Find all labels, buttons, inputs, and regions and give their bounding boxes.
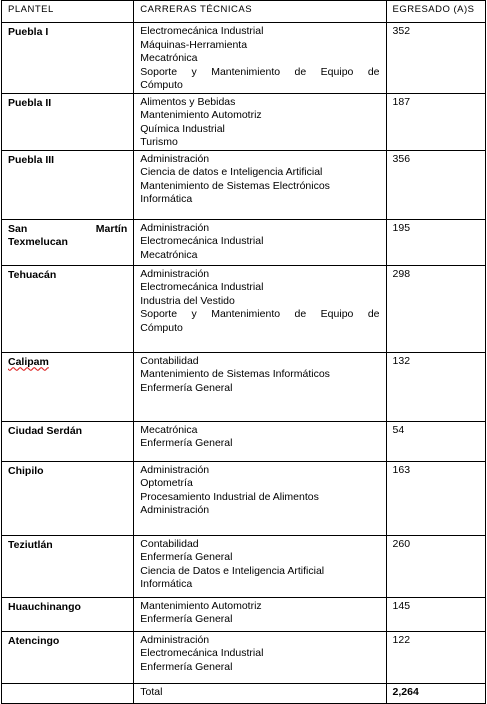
total-row: [2, 683, 486, 703]
carrera-item: Química Industrial: [140, 122, 225, 135]
table-row: [2, 352, 486, 421]
header-carreras: CARRERAS TÉCNICAS: [134, 1, 386, 23]
carreras-cell: [134, 421, 386, 461]
egresados-cell: 195: [386, 219, 485, 265]
egresados-cell: 54: [386, 421, 485, 461]
plantel-cell: Atencingo: [2, 631, 134, 683]
total-label: Total: [134, 683, 386, 703]
plantel-cell: Puebla I: [2, 23, 134, 94]
carrera-item: Enfermería General: [140, 381, 233, 394]
carrera-item: Electromecánica Industrial: [140, 281, 264, 293]
carreras-cell: [134, 265, 386, 352]
egresados-cell: 132: [386, 352, 485, 421]
plantel-cell: Huauchinango: [2, 597, 134, 631]
carrera-item: Mantenimiento de Sistemas Informáticos: [140, 368, 330, 380]
carrera-item: Administración: [140, 152, 210, 165]
carrera-item: Máquinas-Herramienta: [140, 38, 248, 51]
plantel-name: Calipam: [8, 355, 49, 368]
table-row: [2, 461, 486, 535]
carreras-cell: [134, 23, 386, 94]
plantel-cell: Chipilo: [2, 461, 134, 535]
plantel-word: Martín: [95, 222, 128, 235]
carrera-item: Mecatrónica: [140, 423, 198, 436]
carrera-item: Administración: [140, 267, 210, 280]
total-value: 2,264: [386, 683, 485, 703]
carrera-item: Electromecánica Industrial: [140, 25, 264, 37]
carrera-item: Alimentos y Bebidas: [140, 95, 236, 108]
total-empty-cell: [2, 683, 134, 703]
plantel-name-line: [8, 223, 127, 237]
egresados-cell: 122: [386, 631, 485, 683]
carrera-item: Soporte y Mantenimiento de Equipo de: [140, 308, 380, 320]
plantel-cell: [2, 219, 134, 265]
plantel-word: San: [8, 222, 28, 235]
table-row: [2, 631, 486, 683]
carrera-item: Cómputo: [140, 321, 183, 334]
egresados-cell: 260: [386, 535, 485, 597]
egresados-cell: 187: [386, 93, 485, 150]
egresados-cell: 352: [386, 23, 485, 94]
carrera-item: Electromecánica Industrial: [140, 235, 264, 247]
plantel-cell: Teziutlán: [2, 535, 134, 597]
carreras-cell: [134, 461, 386, 535]
carrera-item: Industria del Vestido: [140, 294, 235, 307]
table-row: [2, 265, 486, 352]
carreras-cell: [134, 150, 386, 219]
table-row: [2, 23, 486, 94]
egresados-cell: 356: [386, 150, 485, 219]
carrera-item: Informática: [140, 193, 193, 205]
carrera-item: Enfermería General: [140, 551, 233, 563]
table-row: [2, 421, 486, 461]
plantel-cell: Puebla III: [2, 150, 134, 219]
carrera-item: Procesamiento Industrial de Alimentos: [140, 490, 319, 503]
egresados-cell: 298: [386, 265, 485, 352]
table-row: [2, 535, 486, 597]
carrera-item: Informática: [140, 578, 193, 590]
carrera-item: Contabilidad: [140, 354, 199, 367]
carrera-item: Ciencia de Datos e Inteligencia Artificial: [140, 564, 325, 577]
carrera-item: Administración: [140, 221, 210, 234]
carreras-cell: [134, 219, 386, 265]
carrera-item: Enfermería General: [140, 437, 233, 449]
header-row: [2, 1, 486, 23]
header-egresados: EGRESADO (A)S: [386, 1, 485, 23]
table-row: [2, 597, 486, 631]
carrera-item: Administración: [140, 504, 210, 516]
table-row: [2, 93, 486, 150]
carrera-item: Ciencia de datos e Inteligencia Artificial: [140, 166, 323, 178]
table-row: [2, 150, 486, 219]
carrera-item: Turismo: [140, 136, 178, 148]
carreras-cell: [134, 597, 386, 631]
carrera-item: Cómputo: [140, 79, 183, 91]
plantel-cell: Ciudad Serdán: [2, 421, 134, 461]
carreras-cell: [134, 93, 386, 150]
carreras-cell: [134, 535, 386, 597]
egresados-cell: 145: [386, 597, 485, 631]
carrera-item: Optometría: [140, 477, 193, 489]
carrera-item: Enfermería General: [140, 613, 233, 625]
plantel-cell: [2, 352, 134, 421]
carrera-item: Enfermería General: [140, 660, 233, 673]
header-plantel: PLANTEL: [2, 1, 134, 23]
carrera-item: Electromecánica Industrial: [140, 647, 264, 659]
egresados-cell: 163: [386, 461, 485, 535]
carreras-cell: [134, 631, 386, 683]
egresados-table: [1, 0, 486, 704]
carrera-item: Mecatrónica: [140, 52, 198, 64]
plantel-cell: Puebla II: [2, 93, 134, 150]
carrera-item: Contabilidad: [140, 537, 199, 550]
carreras-cell: [134, 352, 386, 421]
plantel-word: Texmelucan: [8, 236, 68, 248]
carrera-item: Mecatrónica: [140, 248, 198, 261]
table-row: [2, 219, 486, 265]
carrera-item: Administración: [140, 633, 210, 646]
plantel-cell: Tehuacán: [2, 265, 134, 352]
carrera-item: Mantenimiento Automotriz: [140, 599, 262, 612]
carrera-item: Mantenimiento de Sistemas Electrónicos: [140, 179, 330, 192]
carrera-item: Administración: [140, 463, 210, 476]
carrera-item: Mantenimiento Automotriz: [140, 109, 262, 121]
carrera-item: Soporte y Mantenimiento de Equipo de: [140, 65, 380, 78]
